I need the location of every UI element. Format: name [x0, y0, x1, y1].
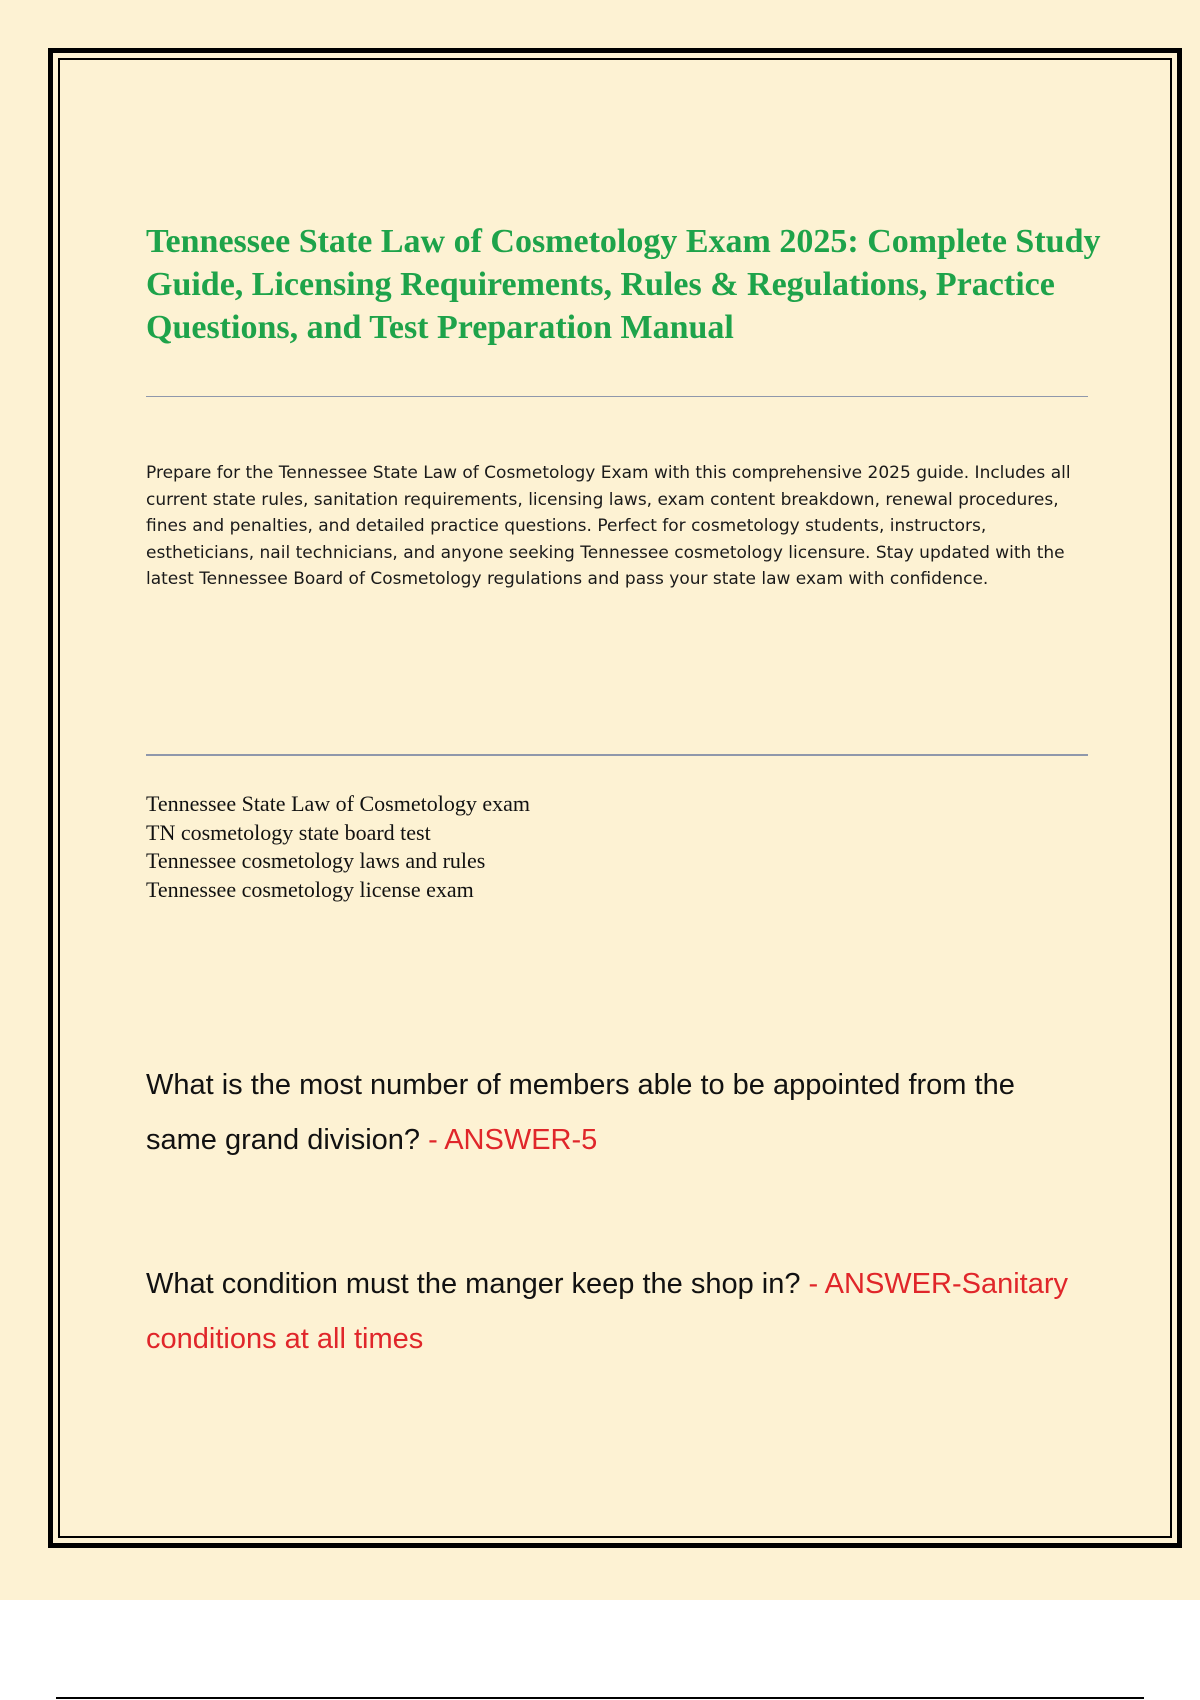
document-title: Tennessee State Law of Cosmetology Exam 2025: Complete Study Guide, Licensing Requirements, Rules & Regulations, Practice Questions, and Test Preparation Manual [146, 223, 1101, 346]
next-page-edge [56, 1697, 1144, 1699]
keyword-item: TN cosmetology state board test [146, 819, 431, 845]
divider-middle [146, 754, 1088, 756]
keyword-item: Tennessee cosmetology laws and rules [146, 848, 486, 873]
answer-text: - ANSWER-Sanitary conditions at all times [146, 1268, 1068, 1355]
keyword-list [146, 790, 530, 904]
question-block [146, 1257, 1086, 1367]
keyword-item: Tennessee State Law of Cosmetology exam [146, 791, 530, 816]
question-text: What is the most number of members able to be appointed from the same grand division? [146, 1069, 1015, 1156]
question-text: What condition must the manger keep the shop in? [146, 1268, 801, 1300]
keyword-item: Tennessee cosmetology license exam [146, 876, 474, 902]
answer-text: - ANSWER-5 [420, 1124, 598, 1156]
divider-top [146, 396, 1088, 397]
document-description: Prepare for the Tennessee State Law of Cosmetology Exam with this comprehensive 2025 guide. Includes all current state rules, sanitation requirements, licensing laws, exam content breakdown, renewal procedures, fines and penalties, and detailed practice questions. Perfect for cosmetology students, instructors, estheticians, nail technicians, and anyone seeking Tennessee cosmetology licensure. Stay updated with the latest Tennessee Board of Cosmetology regulations and pass your state law exam with confidence. [146, 463, 1071, 589]
question-block [146, 1058, 1086, 1168]
